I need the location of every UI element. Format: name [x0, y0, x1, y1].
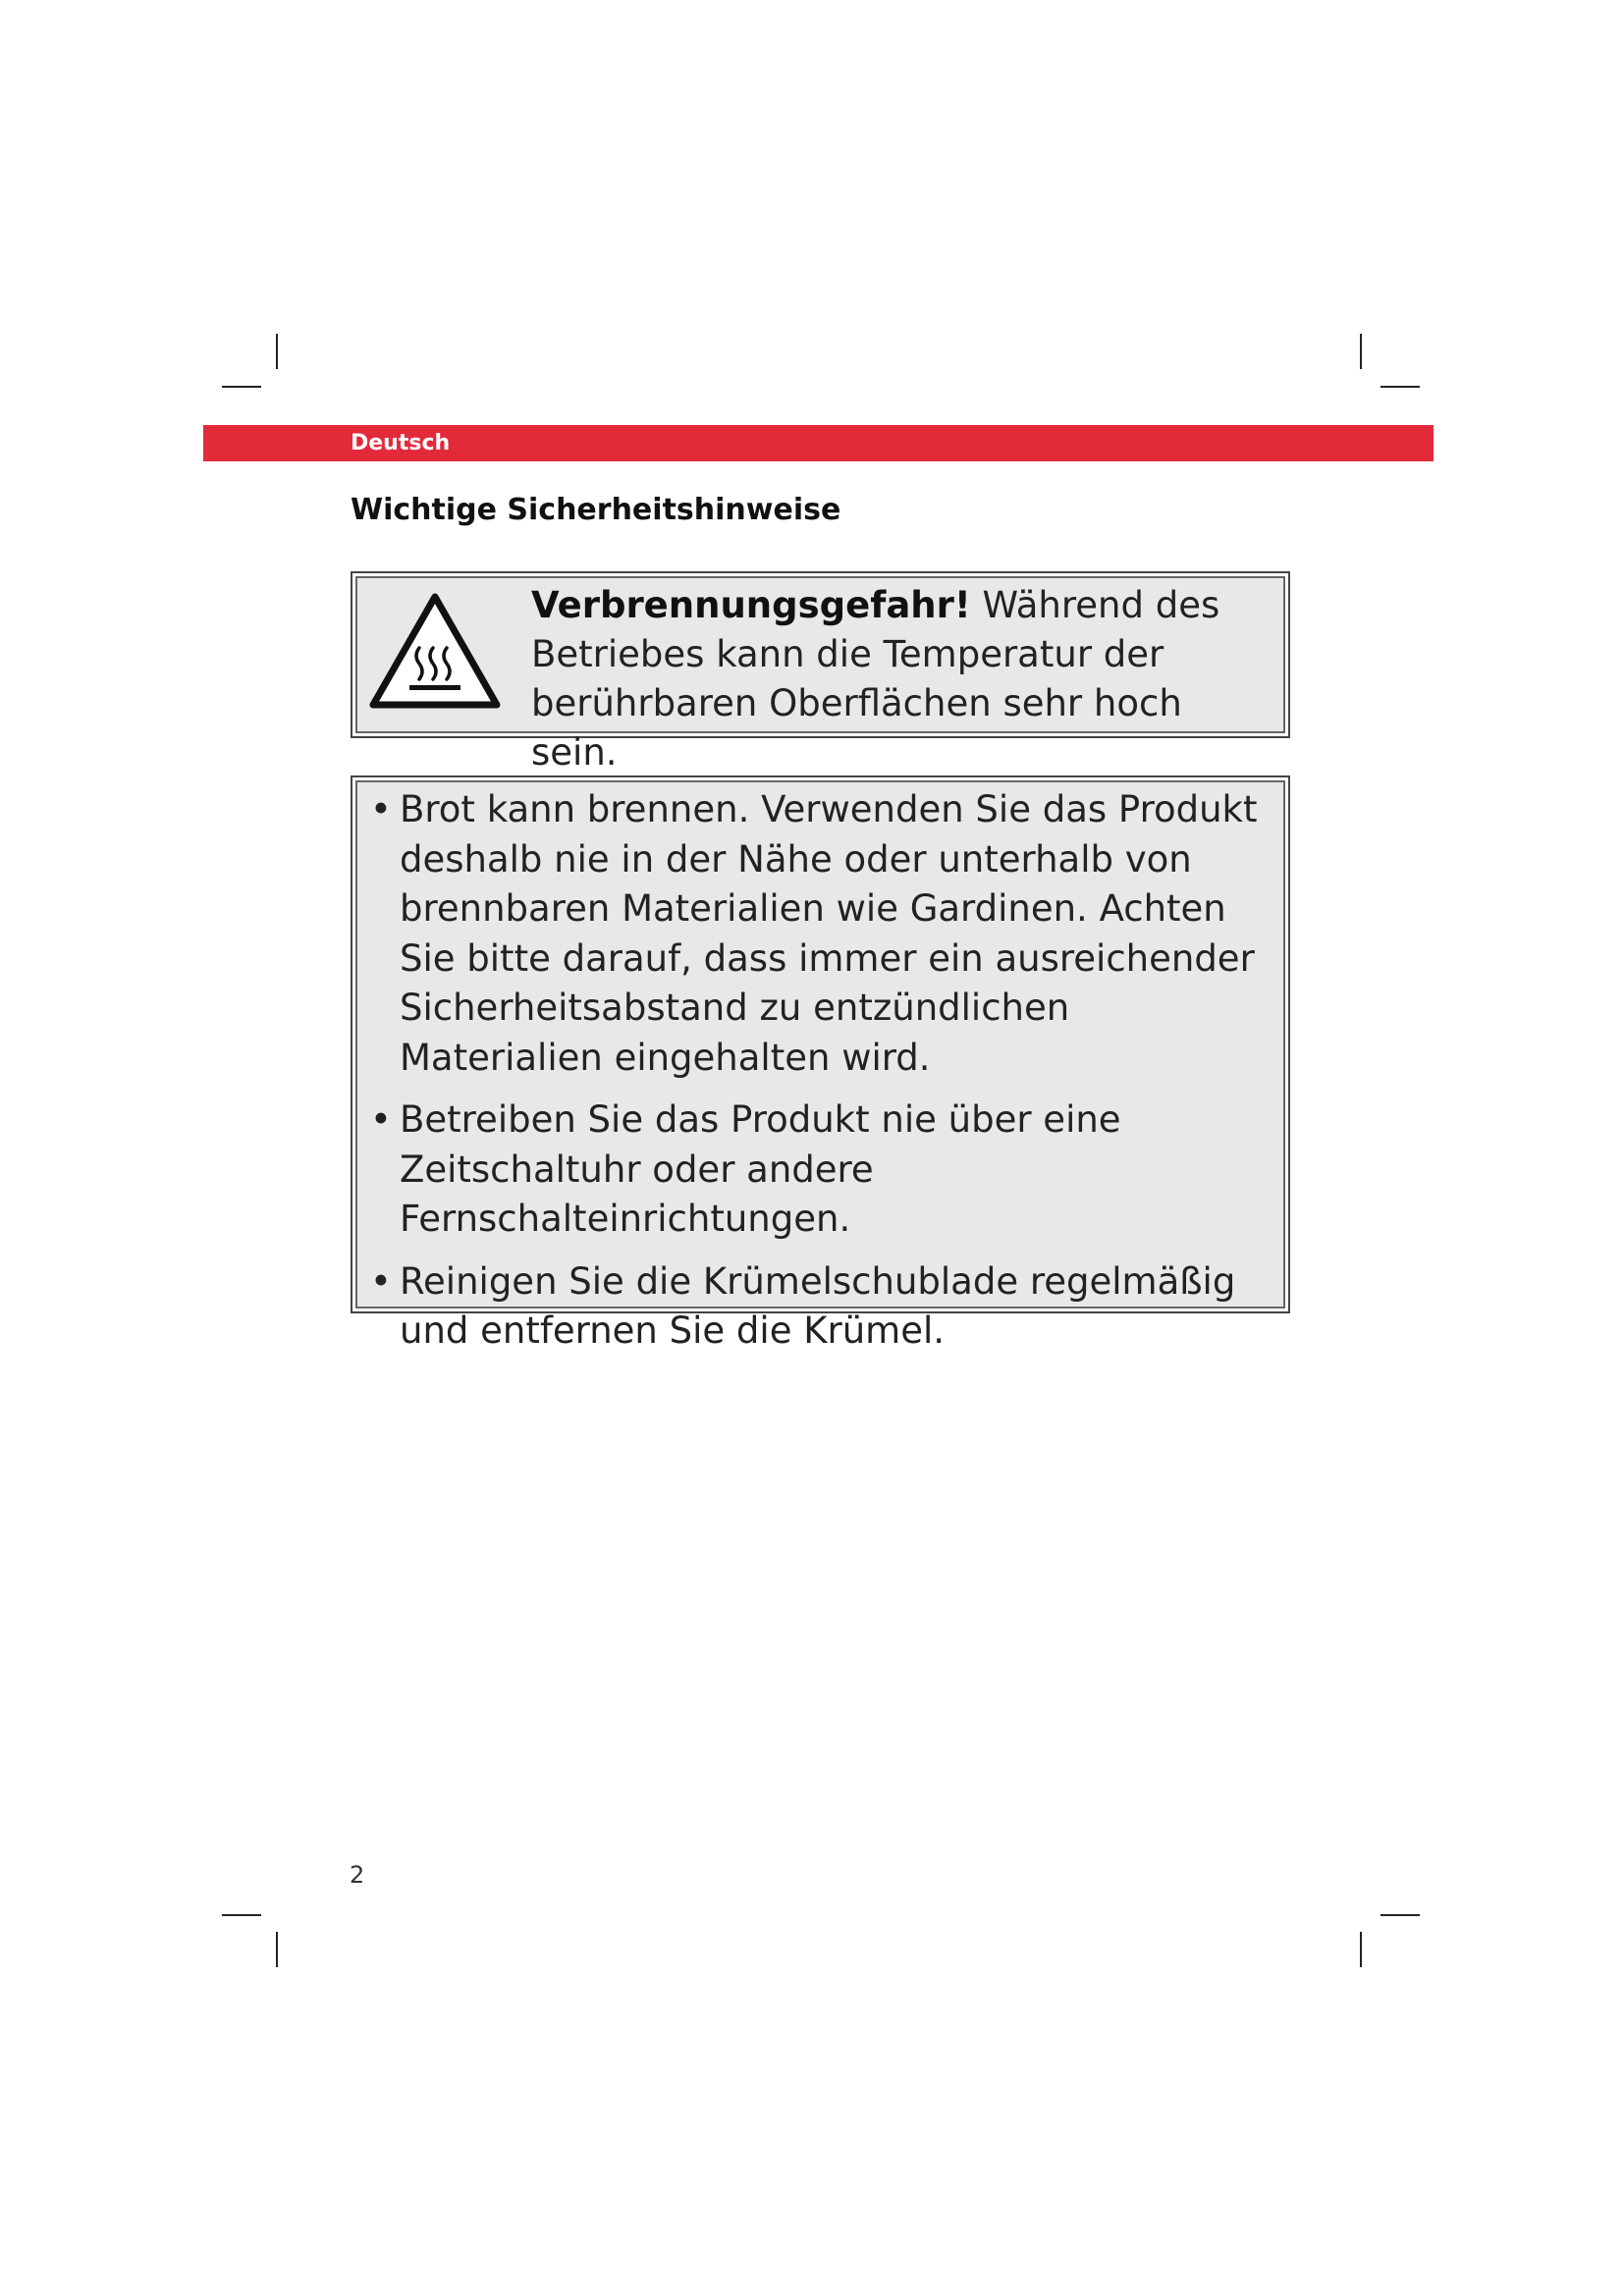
crop-mark — [222, 1914, 261, 1916]
crop-mark — [276, 334, 278, 369]
crop-mark — [276, 1932, 278, 1967]
crop-mark — [1360, 1932, 1362, 1967]
crop-mark — [1380, 386, 1420, 388]
crop-mark — [1360, 334, 1362, 369]
safety-list-box — [351, 775, 1290, 1352]
warning-strong-label: Verbrennungsgefahr! — [531, 584, 971, 626]
bullet-icon: • — [370, 1259, 392, 1303]
list-item — [370, 1095, 1273, 1245]
crop-mark — [222, 386, 261, 388]
safety-list — [370, 785, 1273, 1369]
language-label: Deutsch — [351, 431, 451, 455]
bullet-icon: • — [370, 788, 392, 830]
crop-mark — [1380, 1914, 1420, 1916]
list-item — [370, 1257, 1273, 1357]
list-item-text: Reinigen Sie die Krümelschublade regelmäßig und entfernen Sie die Krümel. — [400, 1259, 1236, 1352]
hot-surface-warning-icon — [368, 591, 502, 711]
list-item-text: Betreiben Sie das Produkt nie über eine Zeitschaltuhr oder andere Fernschalteinrichtungen. — [400, 1098, 1121, 1240]
section-title: Wichtige Sicherheitshinweise — [351, 493, 841, 527]
list-item — [370, 785, 1273, 1083]
burn-warning-box — [351, 571, 1290, 774]
warning-description: Während des Betriebes kann die Temperatur der berührbaren Oberflächen sehr hoch sein. — [531, 584, 1220, 774]
list-item-text: Brot kann brennen. Verwenden Sie das Produkt deshalb nie in der Nähe oder unterhalb von brennbaren Materialien wie Gardinen. Achten Sie bitte darauf, dass immer ein ausreichender Sicherheitsabstand zu entzündlichen Materialien eingehalten wird. — [400, 788, 1258, 1079]
language-header-bar — [203, 425, 1434, 461]
warning-text — [531, 581, 1268, 777]
page-number: 2 — [350, 1861, 365, 1889]
bullet-icon: • — [370, 1098, 392, 1141]
